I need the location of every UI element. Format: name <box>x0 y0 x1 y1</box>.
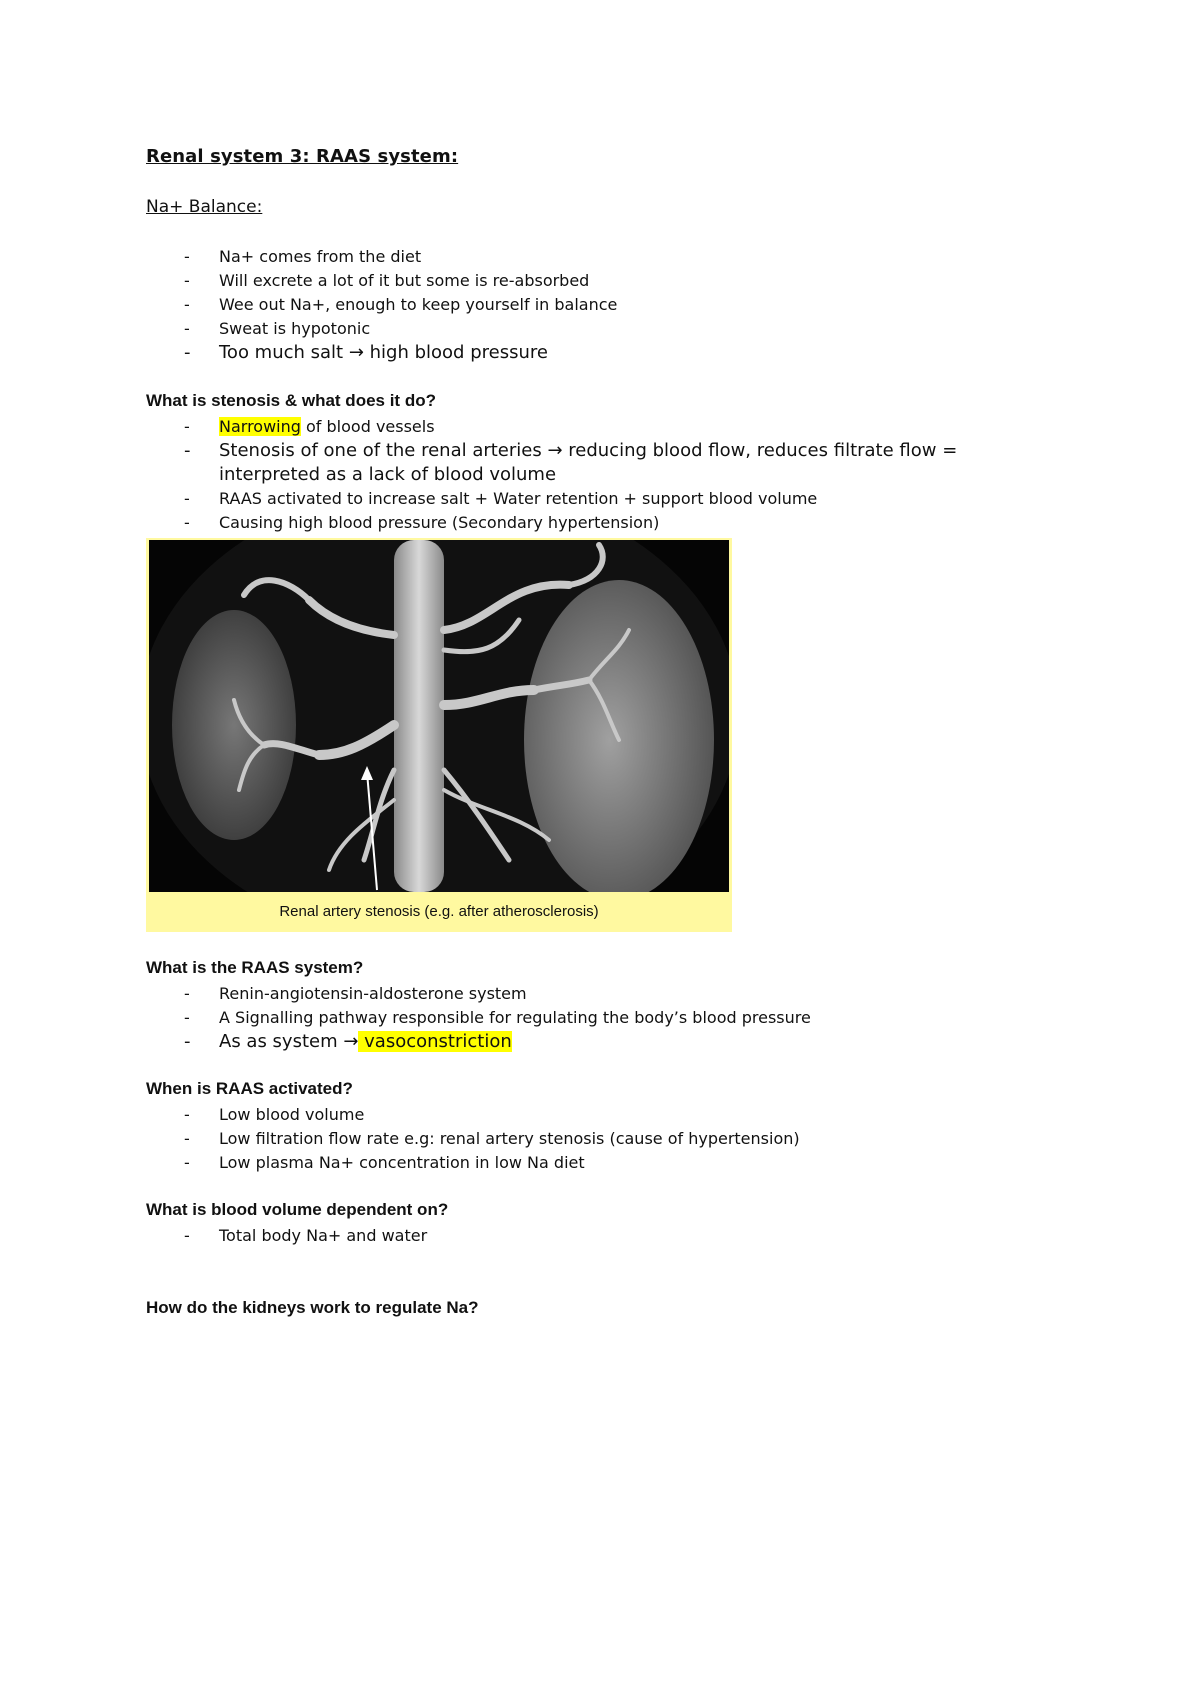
raas-list <box>146 982 1006 1054</box>
activated-heading: When is RAAS activated? <box>146 1079 353 1098</box>
list-item: - Narrowing of blood vessels <box>184 417 435 436</box>
list-item: - Low plasma Na+ concentration in low Na diet <box>184 1153 585 1172</box>
figure-caption: Renal artery stenosis (e.g. after atherosclerosis) <box>279 903 599 920</box>
angiogram-image <box>149 540 729 892</box>
na-balance-heading: Na+ Balance: <box>146 197 263 217</box>
list-item: - RAAS activated to increase salt + Water retention + support blood volume <box>184 489 818 508</box>
list-item: - As as system → vasoconstriction <box>184 1031 512 1052</box>
list-item: - A Signalling pathway responsible for regulating the body’s blood pressure <box>184 1008 811 1027</box>
list-item: - Wee out Na+, enough to keep yourself in balance <box>184 295 618 314</box>
list-item: - Sweat is hypotonic <box>184 319 371 338</box>
page-title: Renal system 3: RAAS system: <box>146 146 459 167</box>
renal-artery-figure <box>146 538 732 932</box>
stenosis-heading: What is stenosis & what does it do? <box>146 391 436 410</box>
na-balance-list <box>146 245 1006 365</box>
raas-heading: What is the RAAS system? <box>146 958 364 977</box>
list-item: - Stenosis of one of the renal arteries → reducing blood flow, reduces filtrate flow = interpreted as a lack of blood volume <box>184 440 958 485</box>
volume-heading: What is blood volume dependent on? <box>146 1200 449 1219</box>
highlighted-text: vasoconstriction <box>358 1031 512 1052</box>
kidneys-heading: How do the kidneys work to regulate Na? <box>146 1298 479 1317</box>
list-item: - Causing high blood pressure (Secondary hypertension) <box>184 513 660 532</box>
list-item: - Renin-angiotensin-aldosterone system <box>184 984 527 1003</box>
list-item: - Total body Na+ and water <box>184 1226 428 1245</box>
list-item: - Will excrete a lot of it but some is re-absorbed <box>184 271 590 290</box>
highlighted-text: Narrowing <box>219 417 301 436</box>
stenosis-list <box>146 415 1006 535</box>
volume-list <box>146 1224 1006 1248</box>
list-item: - Na+ comes from the diet <box>184 247 422 266</box>
list-item: - Low filtration flow rate e.g: renal artery stenosis (cause of hypertension) <box>184 1129 800 1148</box>
list-item: - Too much salt → high blood pressure <box>184 342 548 363</box>
activated-list <box>146 1103 1006 1175</box>
list-item: - Low blood volume <box>184 1105 365 1124</box>
